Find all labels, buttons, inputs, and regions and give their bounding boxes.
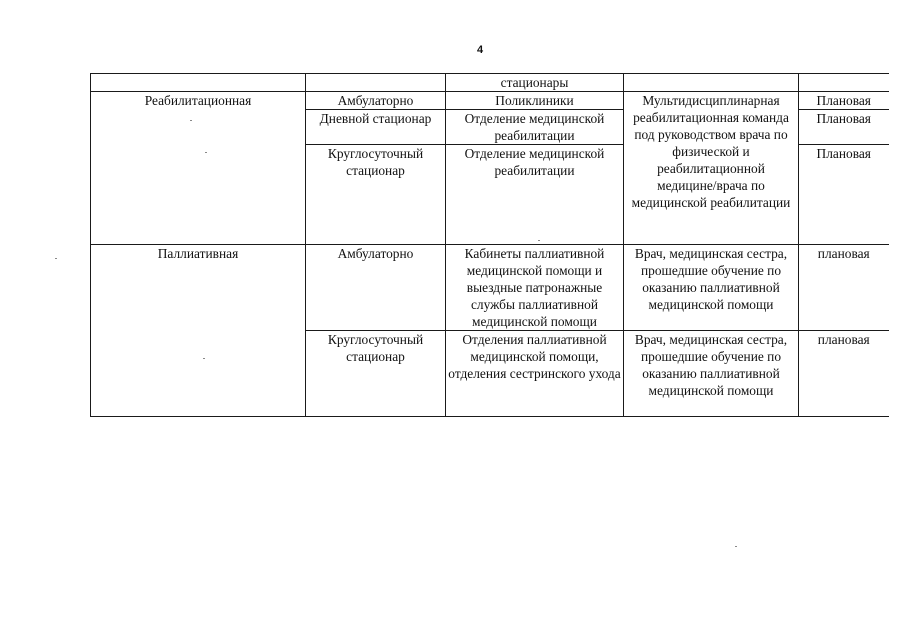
form-cell: Плановая [799, 110, 889, 145]
table-row [91, 245, 889, 331]
scan-speck [55, 258, 57, 259]
facility-cell: Отделения паллиативной медицинской помощи, отделения сестринского ухода [446, 331, 624, 417]
condition-cell [306, 74, 446, 92]
facility-cell: Кабинеты паллиативной медицинской помощи и выездные патронажные службы паллиативной медицинской помощи [446, 245, 624, 331]
condition-cell: Дневной стационар [306, 110, 446, 145]
condition-cell: Круглосуточный стационар [306, 331, 446, 417]
form-cell: плановая [799, 245, 889, 331]
scan-speck [190, 120, 192, 121]
scan-speck [205, 152, 207, 153]
condition-cell: Амбулаторно [306, 245, 446, 331]
staff-cell: Врач, медицинская сестра, прошедшие обучение по оказанию паллиативной медицинской помощи [624, 245, 799, 331]
facility-cell: Отделение медицинской реабилитации [446, 110, 624, 145]
staff-cell: Врач, медицинская сестра, прошедшие обучение по оказанию паллиативной медицинской помощи [624, 331, 799, 417]
care-type-cell: Реабилитационная [91, 92, 306, 245]
facility-cell: стационары [446, 74, 624, 92]
facility-cell: Поликлиники [446, 92, 624, 110]
form-cell: плановая [799, 331, 889, 417]
facility-cell: Отделение медицинской реабилитации [446, 145, 624, 245]
form-cell: Плановая [799, 145, 889, 245]
scan-speck [203, 358, 205, 359]
table-row [91, 74, 889, 92]
form-cell [799, 74, 889, 92]
condition-cell: Амбулаторно [306, 92, 446, 110]
staff-cell: Мультидисциплинарная реабилитационная команда под руководством врача по физической и реабилитационной медицине/врача по медицинской реабилитации [624, 92, 799, 245]
table-row [91, 92, 889, 110]
care-type-cell [91, 74, 306, 92]
condition-cell: Круглосуточный стационар [306, 145, 446, 245]
form-cell: Плановая [799, 92, 889, 110]
scan-speck [538, 240, 540, 241]
scan-speck [735, 546, 737, 547]
page-number: 4 [476, 44, 484, 56]
medical-care-table [90, 73, 889, 417]
care-type-cell: Паллиативная [91, 245, 306, 417]
staff-cell [624, 74, 799, 92]
